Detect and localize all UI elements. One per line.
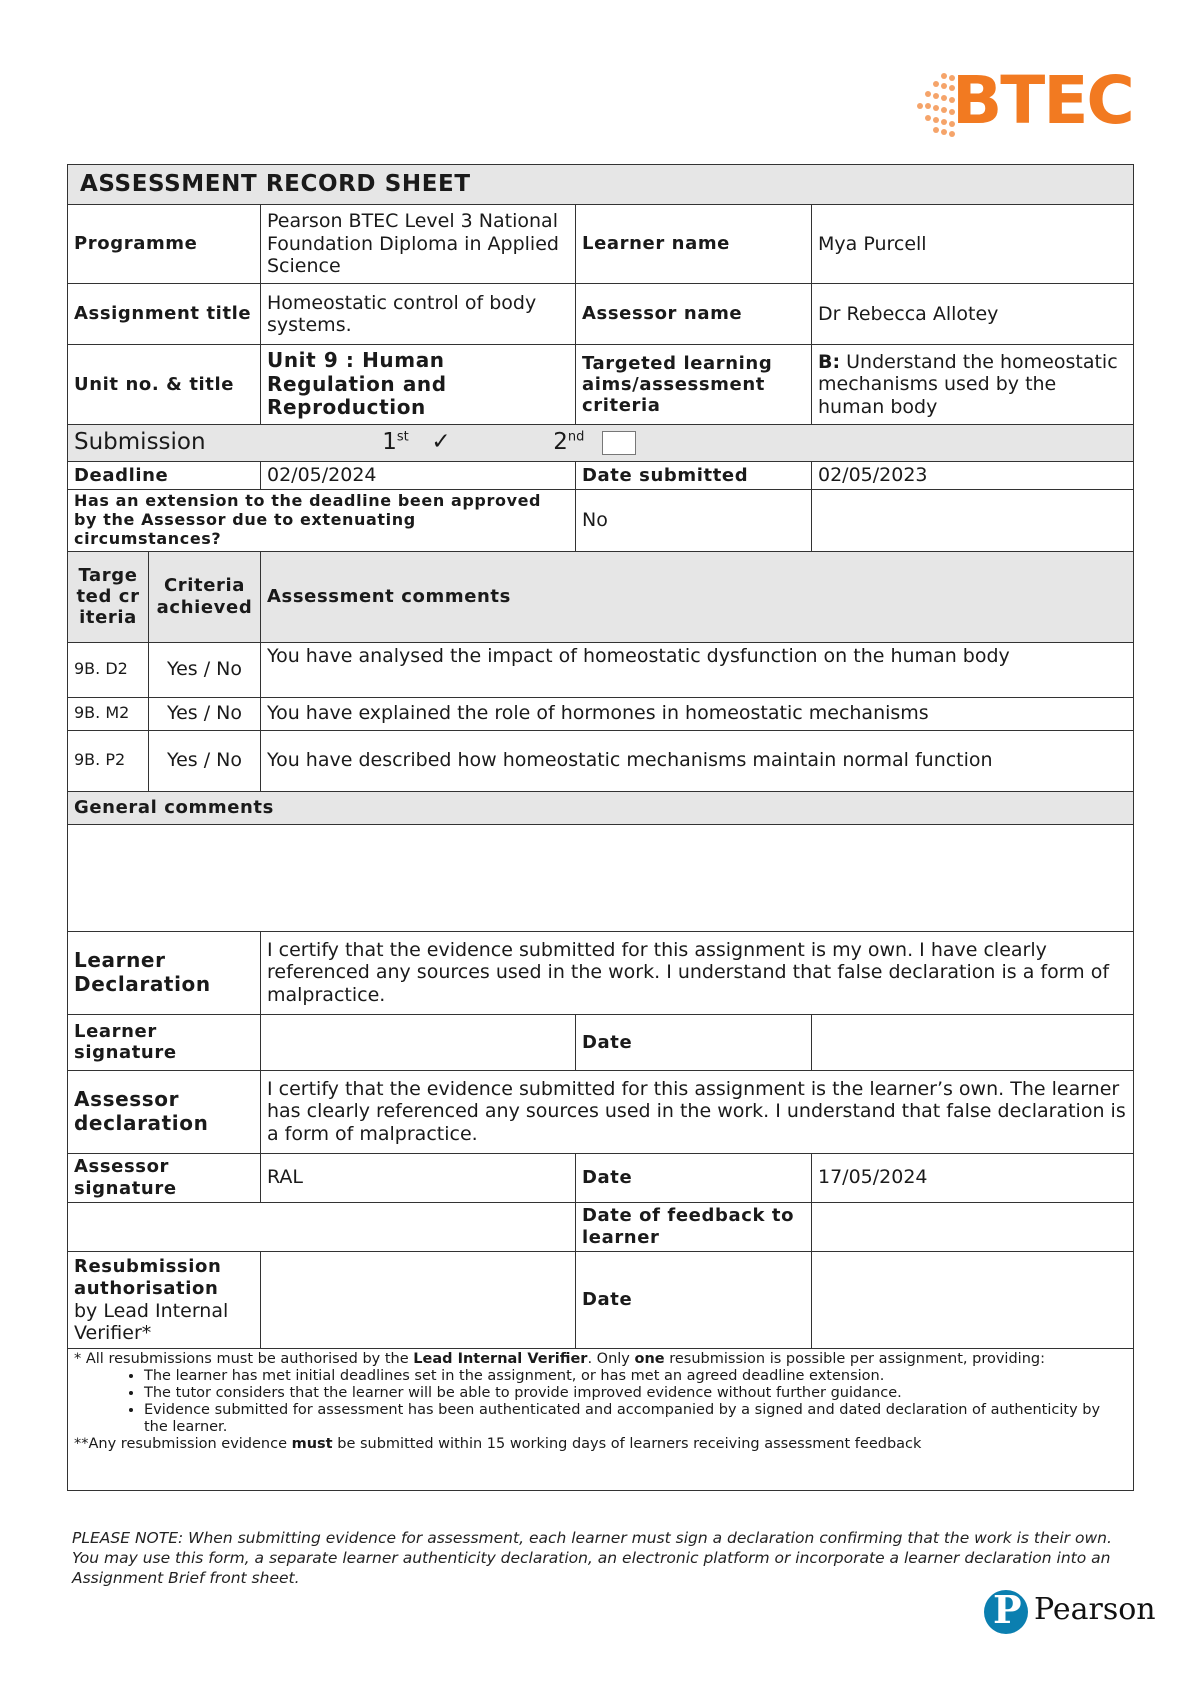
extension-value: No <box>576 490 812 552</box>
general-comments-field[interactable] <box>68 824 1134 931</box>
learner-declaration-label: Learner Declaration <box>68 931 261 1014</box>
feedback-empty <box>68 1202 576 1251</box>
learner-date-field[interactable] <box>812 1014 1134 1070</box>
sheet-title: ASSESSMENT RECORD SHEET <box>68 165 1134 205</box>
criteria-col-comments: Assessment comments <box>261 551 1134 642</box>
first-check-icon: ✓ <box>431 429 451 456</box>
criteria-achieved: Yes / No <box>149 697 261 730</box>
resubmission-field[interactable] <box>261 1251 576 1348</box>
targeted-value <box>812 345 1134 425</box>
notes-bullet: • The learner has met initial deadlines set in the assignment, or has met an agreed deadline extension. <box>144 1368 1127 1385</box>
assessor-declaration-text: I certify that the evidence submitted for this assignment is the learner’s own. The learner has clearly referenced any sources used in the work. I understand that false declaration is a form of malpractice. <box>261 1070 1134 1153</box>
pearson-p-icon: P <box>984 1590 1028 1634</box>
extension-label: Has an extension to the deadline been approved by the Assessor due to extenuating circumstances? <box>68 490 576 552</box>
assessor-name-value: Dr Rebecca Allotey <box>812 284 1134 345</box>
resubmission-label: Resubmission authorisation by Lead Internal Verifier* <box>68 1251 261 1348</box>
notes-bullets <box>122 1368 1127 1436</box>
targeted-text: Understand the homeostatic mechanisms used by the human body <box>818 350 1118 418</box>
feedback-date-field[interactable] <box>812 1202 1134 1251</box>
general-comments-label: General comments <box>68 791 1134 824</box>
date-submitted-value: 02/05/2023 <box>812 462 1134 490</box>
notes-line-2: **Any resubmission evidence must be submitted within 15 working days of learners receiving assessment feedback <box>74 1436 922 1453</box>
assignment-title-value: Homeostatic control of body systems. <box>261 284 576 345</box>
criteria-code: 9B. P2 <box>68 730 149 791</box>
criteria-col-targeted: Targeted criteria <box>68 551 149 642</box>
btec-logo-text: BTEC <box>952 62 1133 139</box>
feedback-date-label: Date of feedback to learner <box>576 1202 812 1251</box>
extension-empty <box>812 490 1134 552</box>
pearson-logo-text: Pearson <box>1034 1592 1156 1627</box>
targeted-bold: B: <box>818 350 841 373</box>
notes-bullet: • The tutor considers that the learner will be able to provide improved evidence without further guidance. <box>144 1385 1127 1402</box>
deadline-value: 02/05/2024 <box>261 462 576 490</box>
assessor-declaration-label: Assessor declaration <box>68 1070 261 1153</box>
unit-value: Unit 9 : Human Regulation and Reproduction <box>261 345 576 425</box>
assessor-signature-label: Assessor signature <box>68 1153 261 1202</box>
criteria-achieved: Yes / No <box>149 730 261 791</box>
criteria-col-achieved: Criteria achieved <box>149 551 261 642</box>
criteria-comment: You have analysed the impact of homeostatic dysfunction on the human body <box>261 642 1134 697</box>
learner-name-value: Mya Purcell <box>812 205 1134 284</box>
btec-logo <box>910 62 1140 150</box>
programme-value: Pearson BTEC Level 3 National Foundation Diploma in Applied Science <box>261 205 576 284</box>
programme-label: Programme <box>68 205 261 284</box>
pearson-logo <box>984 1587 1156 1644</box>
assessor-date-label: Date <box>576 1153 812 1202</box>
second-submission-checkbox[interactable] <box>602 431 636 455</box>
date-submitted-label: Date submitted <box>576 462 812 490</box>
learner-name-label: Learner name <box>576 205 812 284</box>
resubmission-date-label: Date <box>576 1251 812 1348</box>
criteria-achieved: Yes / No <box>149 642 261 697</box>
resubmission-notes <box>68 1348 1134 1490</box>
learner-date-label: Date <box>576 1014 812 1070</box>
learner-declaration-text: I certify that the evidence submitted for this assignment is my own. I have clearly referenced any sources used in the work. I understand that false declaration is a form of malpractice. <box>261 931 1134 1014</box>
btec-dots-icon <box>910 72 958 138</box>
criteria-code: 9B. M2 <box>68 697 149 730</box>
criteria-code: 9B. D2 <box>68 642 149 697</box>
please-note: PLEASE NOTE: When submitting evidence for assessment, each learner must sign a declaration confirming that the work is their own. You may use this form, a separate learner authenticity declaration, an electronic platform or incorporate a learner declaration into an Assignment Brief front sheet. <box>72 1529 1112 1588</box>
submission-row <box>68 425 1134 462</box>
learner-signature-field[interactable] <box>261 1014 576 1070</box>
assessor-name-label: Assessor name <box>576 284 812 345</box>
assessor-signature-value: RAL <box>261 1153 576 1202</box>
assessment-record-table <box>67 164 1134 1491</box>
notes-bullet: • Evidence submitted for assessment has been authenticated and accompanied by a signed and dated declaration of authenticity by the learner. <box>144 1402 1127 1436</box>
submission-label: Submission <box>74 429 206 456</box>
assessor-date-value: 17/05/2024 <box>812 1153 1134 1202</box>
notes-line-1: * All resubmissions must be authorised by the Lead Internal Verifier. Only one resubmission is possible per assignment, providing: <box>74 1350 1045 1367</box>
deadline-label: Deadline <box>68 462 261 490</box>
assignment-title-label: Assignment title <box>68 284 261 345</box>
second-submission: 2nd <box>553 429 585 456</box>
targeted-label: Targeted learning aims/assessment criteria <box>576 345 812 425</box>
learner-signature-label: Learner signature <box>68 1014 261 1070</box>
unit-label: Unit no. & title <box>68 345 261 425</box>
first-submission: 1st <box>382 429 409 456</box>
resubmission-date-field[interactable] <box>812 1251 1134 1348</box>
criteria-comment: You have described how homeostatic mechanisms maintain normal function <box>261 730 1134 791</box>
criteria-comment: You have explained the role of hormones in homeostatic mechanisms <box>261 697 1134 730</box>
